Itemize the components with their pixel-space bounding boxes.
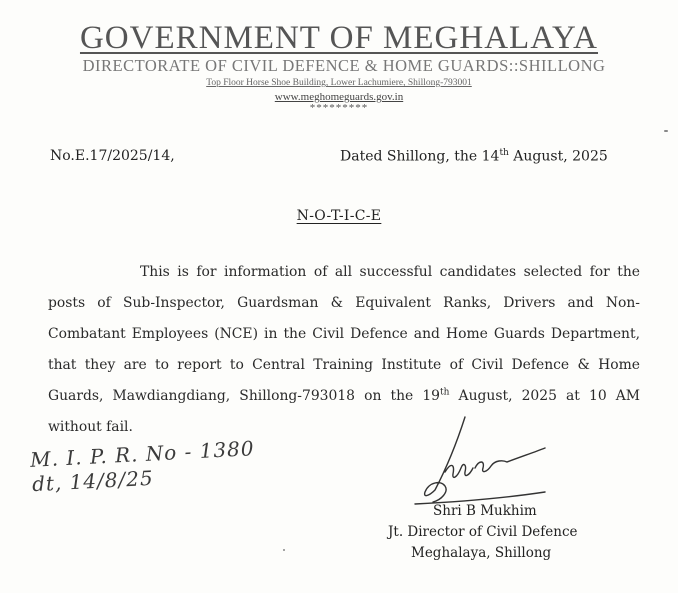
date-prefix: Dated Shillong, the 14 [340,148,500,165]
handwritten-mipr-number: M. I. P. R. No - 1380 [29,436,256,472]
reference-number: No.E.17/2025/14, [50,148,175,164]
notice-body-superscript: th [440,387,450,398]
scan-speck [664,130,668,132]
notice-heading: N-O-T-I-C-E [296,208,382,224]
notice-body-part2: August, 2025 at 10 AM without fail. [48,388,640,435]
government-title: GOVERNMENT OF MEGHALAYA [79,20,599,56]
directorate-subtitle: DIRECTORATE OF CIVIL DEFENCE & HOME GUARDS::SHILLONG [82,56,606,75]
signatory-designation: Jt. Director of Civil Defence [388,524,578,540]
header-divider-stars: ********* [309,102,369,114]
signatory-name: Shri B Mukhim [433,503,537,519]
notice-date [340,148,608,165]
website-link[interactable]: www.meghomeguards.gov.in [274,91,404,103]
handwritten-date: dt, 14/8/25 [31,465,155,497]
date-suffix: August, 2025 [508,148,608,165]
scan-speck [283,549,285,551]
signatory-place: Meghalaya, Shillong [411,545,552,561]
notice-body-part1: This is for information of all successful candidates selected for the posts of Sub-Inspector, Guardsman & Equivalent Ranks, Drivers and Non-Combatant Employees (NCE) in the Civil Defence and Home Guards Department, that they are to report to Central Training Institute of Civil Defence & Home Guards, Mawdiangdiang, Shillong-793018 on the 19 [48,264,640,404]
signature-image [395,412,565,512]
date-superscript: th [499,148,509,158]
office-address: Top Floor Horse Shoe Building, Lower Lachumiere, Shillong-793001 [206,78,472,88]
